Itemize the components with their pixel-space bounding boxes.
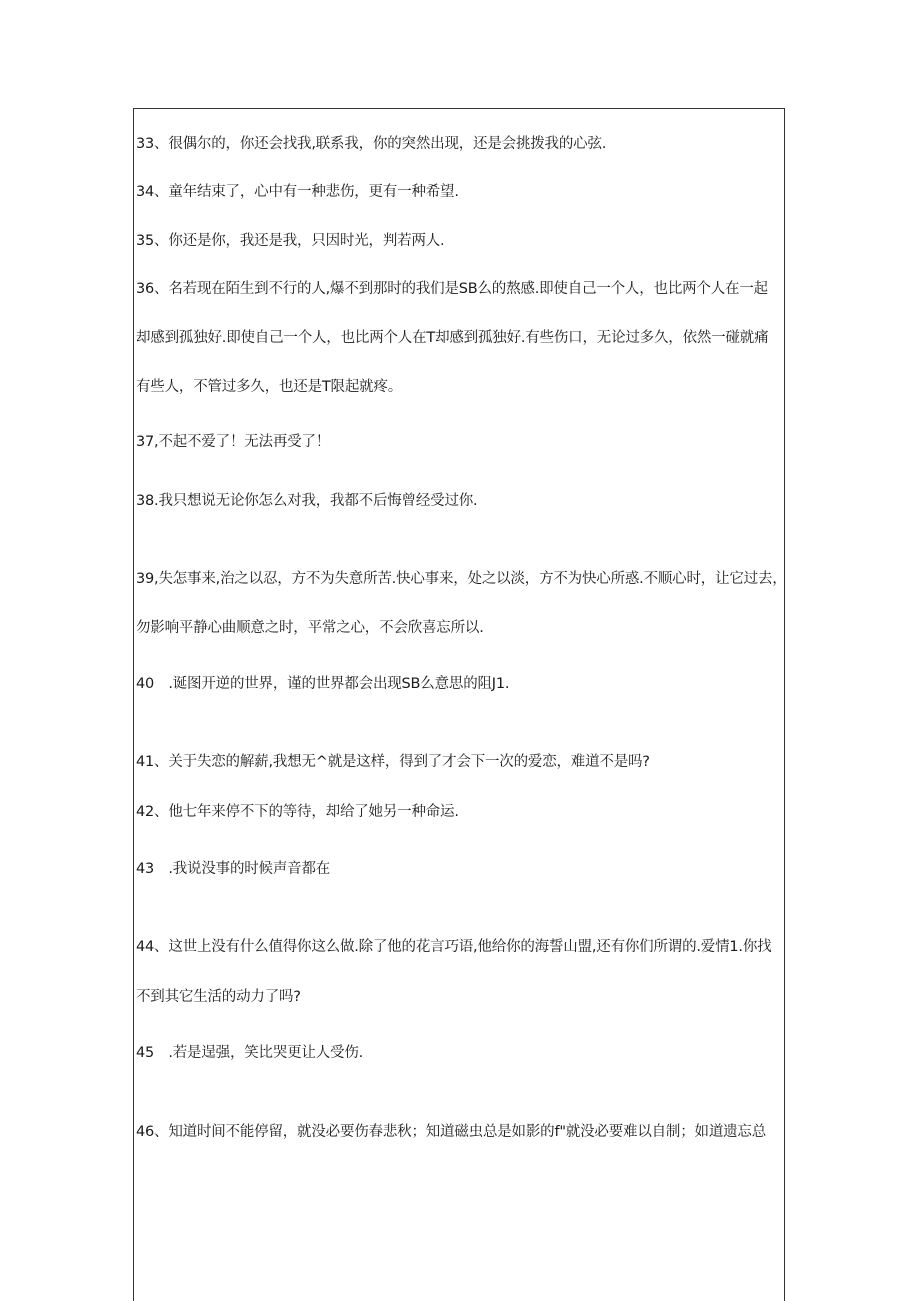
text-line-39a: 39,失怎事来,治之以忍，方不为失意所苦.快心事来，处之以淡，方不为快心所惑.不顺心时，让它过去，: [136, 571, 787, 587]
text-line-36c: 有些人，不管过多久，也还是T限起就疼。: [136, 379, 403, 395]
text-line-39b: 勿影响平静心曲顺意之时，平常之心，不会欣喜忘所以.: [136, 620, 484, 636]
text-line-44a: 44、这世上没有什么值得你这么做.除了他的花言巧语,他给你的海誓山盟,还有你们所谓的.爱情1.你找: [136, 939, 772, 955]
text-line-36a: 36、名若现在陌生到不行的人,爆不到那时的我们是SB么的熬感.即使自己一个人，也比两个人在一起: [136, 281, 768, 297]
text-line-43: 43 .我说没事的时候声音都在: [136, 861, 331, 877]
text-line-45: 45 .若是逞强，笑比哭更让人受伤.: [136, 1045, 364, 1061]
text-line-38: 38.我只想说无论你怎么对我，我都不后悔曾经受过你.: [136, 493, 478, 509]
text-line-33: 33、很偶尔的，你还会找我,联系我，你的突然出现，还是会挑拨我的心弦.: [136, 136, 607, 152]
text-line-36b: 却感到孤独好.即使自己一个人，也比两个人在T却感到孤独好.有些伤口，无论过多久，依然一碰就痛: [136, 330, 769, 346]
text-line-40: 40 .诞图开逆的世界，谨的世界都会出现SB么意思的阻J1.: [136, 676, 510, 692]
text-line-37: 37,不起不爱了！无法再受了！: [136, 434, 331, 450]
text-line-44b: 不到其它生活的动力了吗?: [136, 989, 301, 1005]
text-line-42: 42、他七年来停不下的等待，却给了她另一种命运.: [136, 804, 459, 820]
text-line-46: 46、知道时间不能停留，就没必要伤春悲秋；知道磁虫总是如影的f"就没必要难以自制；如道遗忘总: [136, 1124, 767, 1140]
text-line-34: 34、童年结束了，心中有一种悲伤，更有一种希望.: [136, 184, 459, 200]
text-line-41: 41、关于失恋的解薪,我想无^就是这样，得到了才会下一次的爱恋，难道不是吗?: [136, 754, 650, 770]
text-line-35: 35、你还是你，我还是我，只因时光，判若两人.: [136, 233, 445, 249]
